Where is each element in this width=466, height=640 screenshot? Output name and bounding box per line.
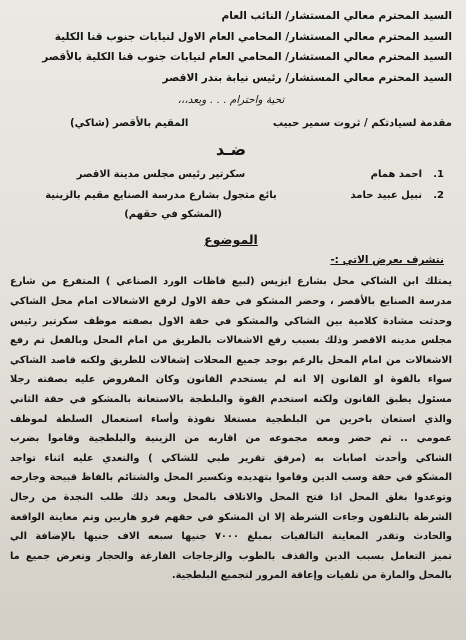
body-line: سواء بالقوة او القانون إلا انه لم يستخدم القانون وكان المفروض عليه بصفته رجلا: [10, 374, 452, 386]
defendant-description: بائع متجول بشارع مدرسة الصنايع مقيم بالزينية: [45, 190, 277, 202]
body-line: مسئول يطبق القانون ولكنه استخدم القوة والبلطجة بالاستعانة بالمشكو في حقة الثاني: [10, 393, 452, 405]
against-heading: ضـد: [215, 140, 247, 160]
body-line: عمومي .. ثم حضر ومعه مجموعه من اقاربه من الزينية والبلطجية وقاموا بضرب: [10, 433, 452, 445]
complaint-body: [10, 272, 452, 586]
body-line: الشاكي وأحدث اصابات به (مرفق تقرير طبي للشاكي ) والتعدي عليه اثناء تواجد: [10, 452, 452, 464]
body-line: وتوعدوا بغلق المحل اذا فتح المحل والاتلاف بالمحل وبعد ذلك طلب النجدة من رجال: [10, 491, 452, 503]
addressee-block: [10, 6, 452, 88]
defendant-name: نبيل عبيد حامد: [350, 190, 422, 202]
greeting: تحية واحترام . . . وبعد،،،: [177, 94, 285, 107]
body-line: والذي استعان باخرين من البلطجية مستغلا نفوذة وأساء استعمال السلطة لموظف: [10, 413, 452, 425]
defendants-list: [10, 164, 452, 224]
subject-title: الموضوع: [204, 232, 258, 248]
defendants-note: (المشكو في حقهم): [124, 209, 222, 221]
body-line: وحدثت مشادة كلامية بين الشاكي والمشكو في حقة الاول بصفته موظف سكرتير رئيس: [10, 315, 452, 327]
addressee-line-4: السيد المحترم معالي المستشار/ رئيس نيابة بندر الاقصر: [162, 71, 452, 84]
defendant-number: 1.: [433, 169, 444, 181]
addressee-line-3: السيد المحترم معالي المستشار/ المحامي العام لنيابات جنوب قنا الكلية بالأقصر: [42, 51, 452, 64]
body-line: الشرطة بالتلفون وجاءت الشرطة إلا ان المشكو في حقهم فرو هاربين وتم معاينة الواقعة: [10, 511, 452, 523]
addressee-line-2: السيد المحترم معالي المستشار/ المحامي العام الاول لنيابات جنوب قنا الكلية: [54, 30, 452, 43]
submitter-label: مقدمة لسيادتكم / ثروت سمير حبيب: [272, 118, 452, 130]
submitter-residence: المقيم بالأقصر (شاكي): [70, 118, 189, 130]
body-line: بالمحل والمارة من تلفيات وإعاقة المرور لتجميع البلطجية.: [171, 570, 452, 582]
body-line: يمتلك ابن الشاكي محل بشارع ايزيس (لبيع فاظات الورد الصناعي ) المتفرع من شارع: [10, 276, 452, 288]
body-line: مدرسة الصنايع بالأقصر ، وحضر المشكو في حقة الاول لرفع الاشغالات امام محل الشاكي: [10, 295, 452, 307]
defendant-number: 2.: [433, 190, 444, 202]
defendant-row: [10, 185, 452, 206]
defendant-description: سكرتير رئيس مجلس مدينة الاقصر: [76, 169, 246, 181]
defendant-name: احمد همام: [370, 169, 422, 181]
body-line: الاشغالات من امام المحل بالرغم بوجد جميع المحلات إشغالات للطريق ولكنه قاصد الشاكي: [10, 354, 452, 366]
defendant-row: [10, 164, 452, 185]
body-line: تميز التعامل بسبب الدين والقذف بالطوب والزجاجات الفارغة والحجار وتعرض جميع ما: [10, 550, 452, 562]
submitter-row: [10, 114, 452, 134]
body-line: والحادث وتقدر المعاينة التالفيات بمبلغ ٧٠٠٠ جنيها سبعه الاف جنيها بالإضافة الي: [10, 531, 452, 543]
body-line: المشكو في حقة وسب الدين وقاموا بتهديده وتكسير المحل والشتائم بالفاظ قبيحة وجارحه: [10, 472, 452, 484]
body-line: مجلس مدينه الاقصر وذلك بسبب رفع الاشغالات بالطريق من امام المحل وبالفعل تم رفع: [10, 335, 452, 347]
addressee-line-1: السيد المحترم معالي المستشار/ النائب العام: [221, 10, 452, 22]
honor-line: نتشرف بعرض الاتي :-: [330, 254, 444, 267]
